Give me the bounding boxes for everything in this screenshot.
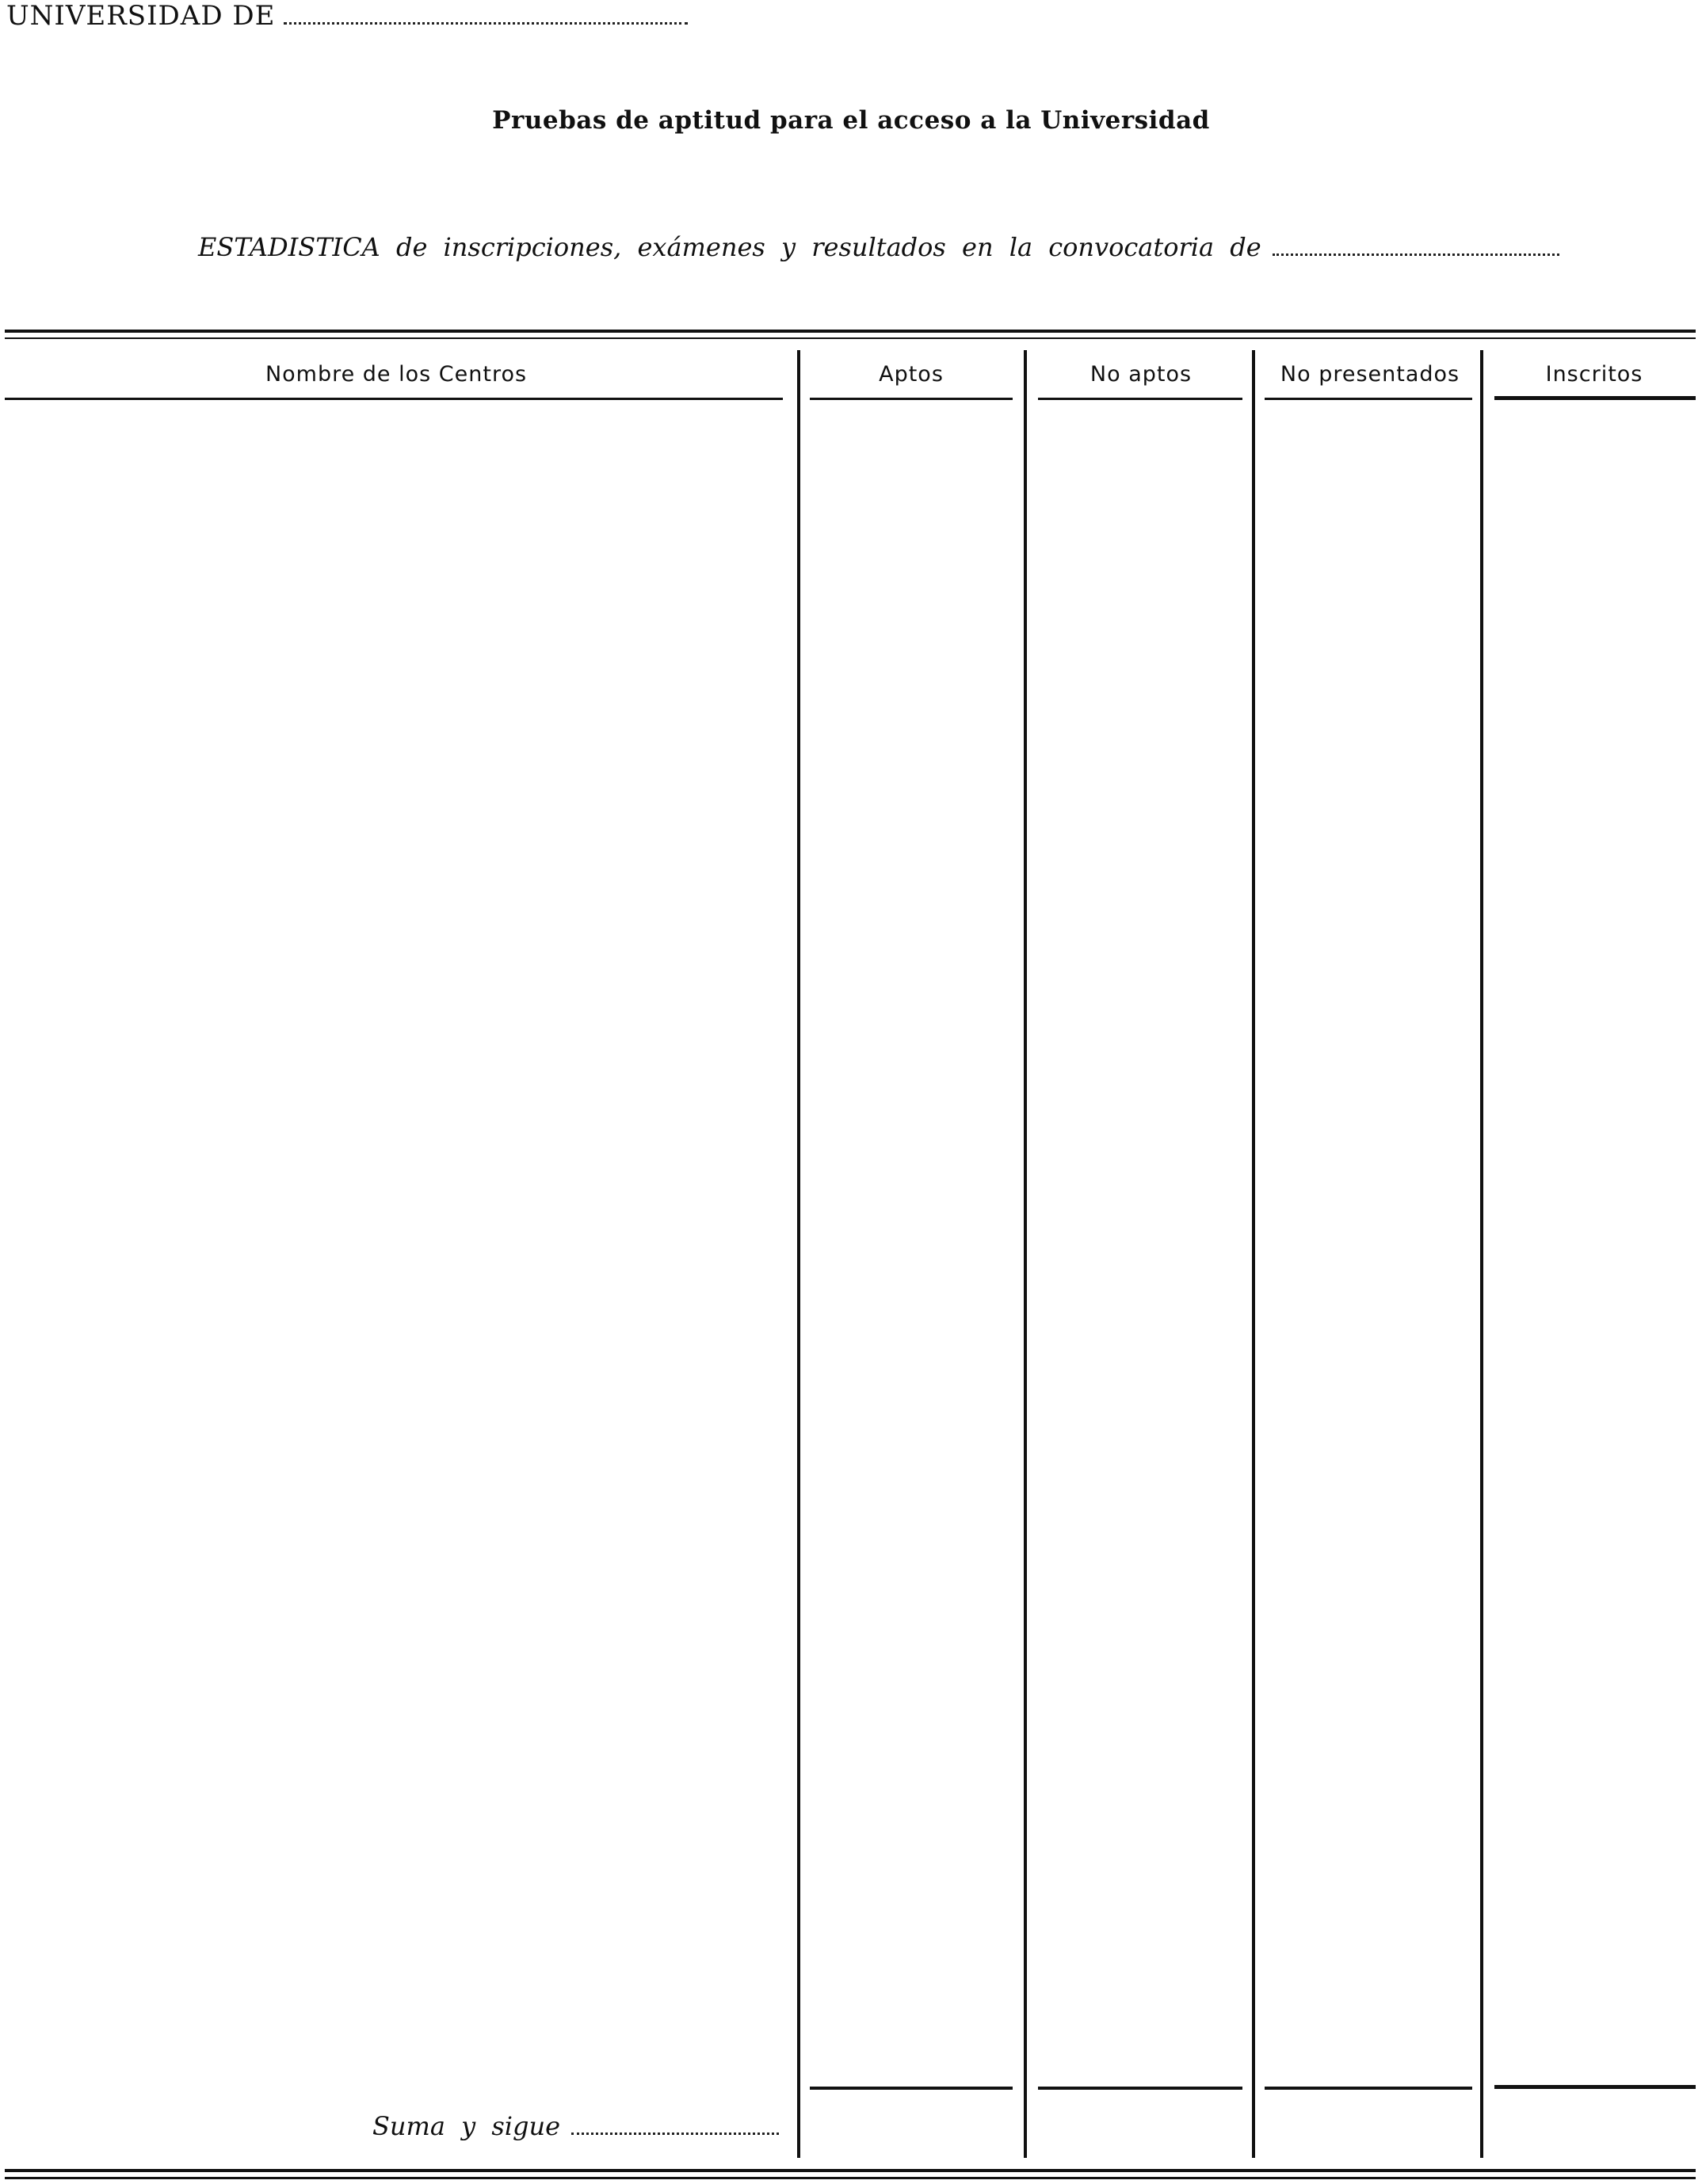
page-title: Pruebas de aptitud para el acceso a la Universidad xyxy=(492,106,1210,135)
header-underline-inscritos xyxy=(1494,396,1696,400)
university-blank-field[interactable] xyxy=(284,5,688,25)
sum-rule-no-aptos xyxy=(1038,2087,1242,2090)
university-line xyxy=(6,0,688,32)
column-header-aptos: Aptos xyxy=(879,362,944,387)
bottom-rule-2 xyxy=(5,2177,1696,2179)
column-header-no-aptos: No aptos xyxy=(1090,362,1193,387)
bottom-rule-1 xyxy=(5,2169,1696,2172)
column-header-no-presentados: No presentados xyxy=(1280,362,1460,387)
subtitle-line xyxy=(198,231,1559,263)
suma-blank-field[interactable] xyxy=(571,2115,779,2135)
header-underline-no-aptos xyxy=(1038,398,1242,400)
university-label: UNIVERSIDAD DE xyxy=(6,0,276,32)
convocatoria-blank-field[interactable] xyxy=(1273,236,1559,256)
suma-line xyxy=(372,2110,779,2142)
sum-rule-inscritos xyxy=(1494,2085,1696,2089)
column-header-nombre: Nombre de los Centros xyxy=(265,362,528,387)
subtitle-text: ESTADISTICA de inscripciones, exámenes y resultados en la convocatoria de xyxy=(198,232,1261,262)
table-body[interactable] xyxy=(5,404,1696,2083)
header-underline-no-presentados xyxy=(1265,398,1472,400)
sum-rule-aptos xyxy=(810,2087,1013,2090)
top-rule-2 xyxy=(5,337,1696,339)
column-header-inscritos: Inscritos xyxy=(1545,362,1643,387)
top-rule-1 xyxy=(5,330,1696,333)
header-underline-aptos xyxy=(810,398,1013,400)
header-underline-nombre xyxy=(5,398,783,400)
suma-label: Suma y sigue xyxy=(372,2111,561,2141)
sum-rule-no-presentados xyxy=(1265,2087,1472,2090)
